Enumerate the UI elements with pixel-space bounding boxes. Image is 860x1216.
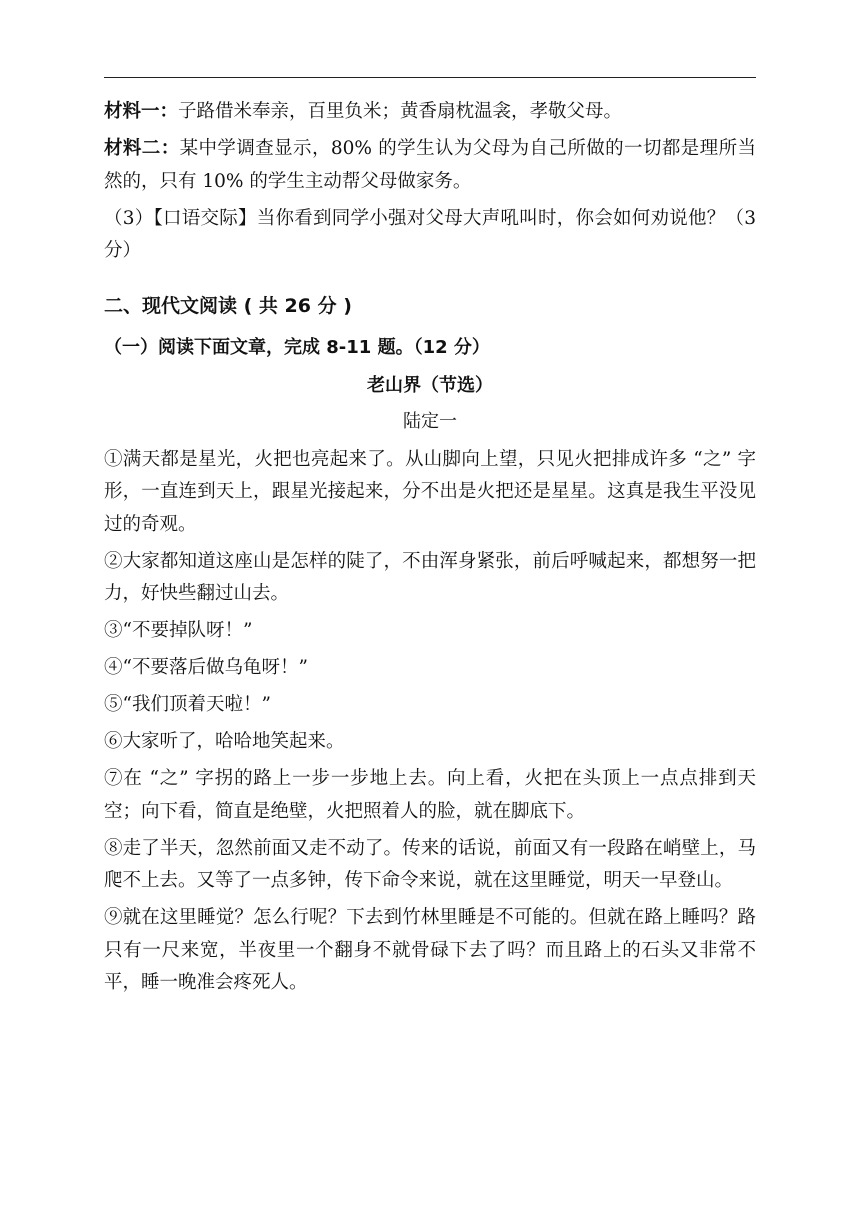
article-paragraph-7: ⑦在 “之” 字拐的路上一步一步地上去。向上看，火把在头顶上一点点排到天空；向下看，简直是绝壁，火把照着人的脸，就在脚底下。 [104, 768, 756, 822]
article-paragraph-3: ③“不要掉队呀！” [104, 620, 253, 641]
material-one [104, 96, 756, 129]
material-one-text: 子路借米奉亲，百里负米；黄香扇枕温衾，孝敬父母。 [178, 101, 623, 122]
material-two-text: 某中学调查显示，80% 的学生认为父母为自己所做的一切都是理所当然的，只有 10% 的学生主动帮父母做家务。 [104, 138, 756, 192]
article-paragraph-2: ②大家都知道这座山是怎样的陡了，不由浑身紧张，前后呼喊起来，都想努一把力，好快些翻过山去。 [104, 550, 756, 604]
material-two [104, 133, 756, 198]
article-author: 陆定一 [403, 410, 457, 432]
page-content [104, 96, 756, 1004]
material-one-label: 材料一： [104, 101, 179, 122]
article-title: 老山界（节选） [367, 374, 493, 396]
question-3: （3）【口语交际】当你看到同学小强对父母大声吼叫时，你会如何劝说他？（3 分） [104, 207, 756, 261]
material-two-label: 材料二： [104, 138, 180, 159]
article-paragraph-6: ⑥大家听了，哈哈地笑起来。 [104, 731, 345, 752]
article-paragraph-4: ④“不要落后做乌龟呀！” [104, 657, 308, 678]
article-paragraph-8: ⑧走了半天，忽然前面又走不动了。传来的话说，前面又有一段路在峭壁上，马爬不上去。又等了一点多钟，传下命令来说，就在这里睡觉，明天一早登山。 [104, 837, 756, 891]
article-paragraph-9: ⑨就在这里睡觉？怎么行呢？下去到竹林里睡是不可能的。但就在路上睡吗？路只有一尺来宽，半夜里一个翻身不就骨碌下去了吗？而且路上的石头又非常不平，睡一晚准会疼死人。 [104, 907, 756, 993]
article-paragraph-5: ⑤“我们顶着天啦！” [104, 694, 271, 715]
section-heading: 二、现代文阅读 ( 共 26 分 ) [104, 294, 352, 317]
article-paragraph-1: ①满天都是星光，火把也亮起来了。从山脚向上望，只见火把排成许多 “之” 字形，一直连到天上，跟星光接起来，分不出是火把还是星星。这真是我生平没见过的奇观。 [104, 448, 756, 535]
header-rule [104, 77, 756, 78]
sub-heading: （一）阅读下面文章，完成 8-11 题。（12 分） [104, 336, 490, 358]
